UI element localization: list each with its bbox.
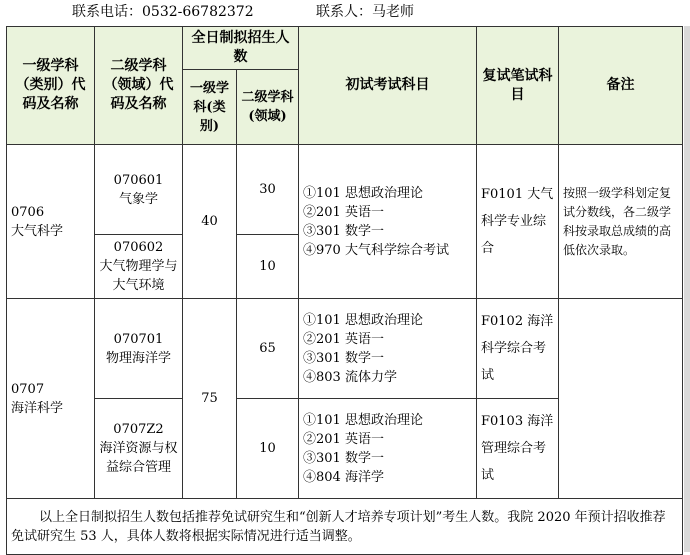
first-level-cell: [7, 299, 95, 499]
first-level-quota: 40: [183, 145, 237, 299]
exam-subject: ①101 思想政治理论: [303, 412, 423, 428]
second-level-quota: 10: [237, 399, 299, 499]
second-level-code: 070602: [113, 240, 164, 255]
exam-subject: ③301 数学一: [303, 350, 384, 366]
contact-bar: [0, 0, 690, 26]
exam-subjects-cell: [299, 399, 477, 499]
exam-subject: ④803 流体力学: [303, 369, 397, 385]
first-level-name: 海洋科学: [11, 400, 64, 416]
exam-subject: ②201 英语一: [303, 431, 384, 447]
contact-phone: 联系电话：0532-66782372: [72, 4, 254, 20]
retest-subject: F0103 海洋管理综合考试: [477, 399, 559, 499]
header-second-level: 二级学科（领域）代码及名称: [95, 27, 183, 145]
second-level-code: 070701: [113, 331, 164, 347]
header-row-1: [7, 27, 683, 70]
table-row: [7, 145, 683, 235]
header-first-level: 一级学科（类别）代码及名称: [7, 27, 95, 145]
second-level-quota: 65: [237, 299, 299, 399]
second-level-code: 070601: [113, 172, 164, 188]
header-fulltime-quota: 全日制拟招生人数: [183, 27, 299, 70]
exam-subject: ①101 思想政治理论: [303, 185, 423, 201]
exam-subject: ②201 英语一: [303, 331, 384, 347]
exam-subjects-cell: [299, 299, 477, 399]
second-level-cell: [95, 235, 183, 299]
exam-subject: ④970 大气科学综合考试: [303, 242, 449, 258]
header-exam-subjects: 初试考试科目: [299, 27, 477, 145]
table-row: [7, 299, 683, 399]
first-level-quota: 75: [183, 299, 237, 499]
exam-subjects-cell: [299, 145, 477, 299]
footnote-row: [7, 499, 683, 555]
first-level-code: 0706: [11, 204, 45, 220]
exam-subject: ①101 思想政治理论: [303, 312, 423, 328]
contact-person: 联系人：马老师: [316, 4, 414, 20]
exam-subject: ④804 海洋学: [303, 469, 384, 485]
second-level-cell: [95, 299, 183, 399]
retest-subject: F0102 海洋科学综合考试: [477, 299, 559, 399]
second-level-name: 物理海洋学: [105, 350, 171, 366]
page-edge: [684, 26, 690, 552]
second-level-name: 海洋资源与权益综合管理: [99, 441, 178, 475]
second-level-name: 气象学: [118, 191, 158, 207]
exam-subject: ②201 英语一: [303, 204, 384, 220]
footnote-text: 以上全日制拟招生人数包括推荐免试研究生和“创新人才培养专项计划”考生人数。我院 2020 年预计招收推荐免试研究生 53 人，具体人数将根据实际情况进行适当调整。: [7, 499, 683, 555]
first-level-name: 大气科学: [11, 223, 64, 239]
header-second-quota: 二级学科(领域): [237, 70, 299, 145]
exam-subject: ③301 数学一: [303, 223, 384, 239]
admission-table: [6, 26, 683, 555]
second-level-code: 0707Z2: [113, 422, 164, 437]
second-level-cell: [95, 145, 183, 235]
second-level-quota: 30: [237, 145, 299, 235]
first-level-cell: [7, 145, 95, 299]
second-level-quota: 10: [237, 235, 299, 299]
remark-text: 按照一级学科划定复试分数线，各二级学科按录取总成绩的高低依次录取。: [559, 145, 683, 299]
remark-empty: [559, 299, 683, 499]
exam-subject: ③301 数学一: [303, 450, 384, 466]
second-level-name: 大气物理学与大气环境: [99, 259, 178, 293]
first-level-code: 0707: [11, 381, 45, 397]
second-level-cell: [95, 399, 183, 499]
retest-subject: F0101 大气科学专业综合: [477, 145, 559, 299]
header-retest-subjects: 复试笔试科目: [477, 27, 559, 145]
header-first-quota: 一级学科(类别): [183, 70, 237, 145]
header-remark: 备注: [559, 27, 683, 145]
